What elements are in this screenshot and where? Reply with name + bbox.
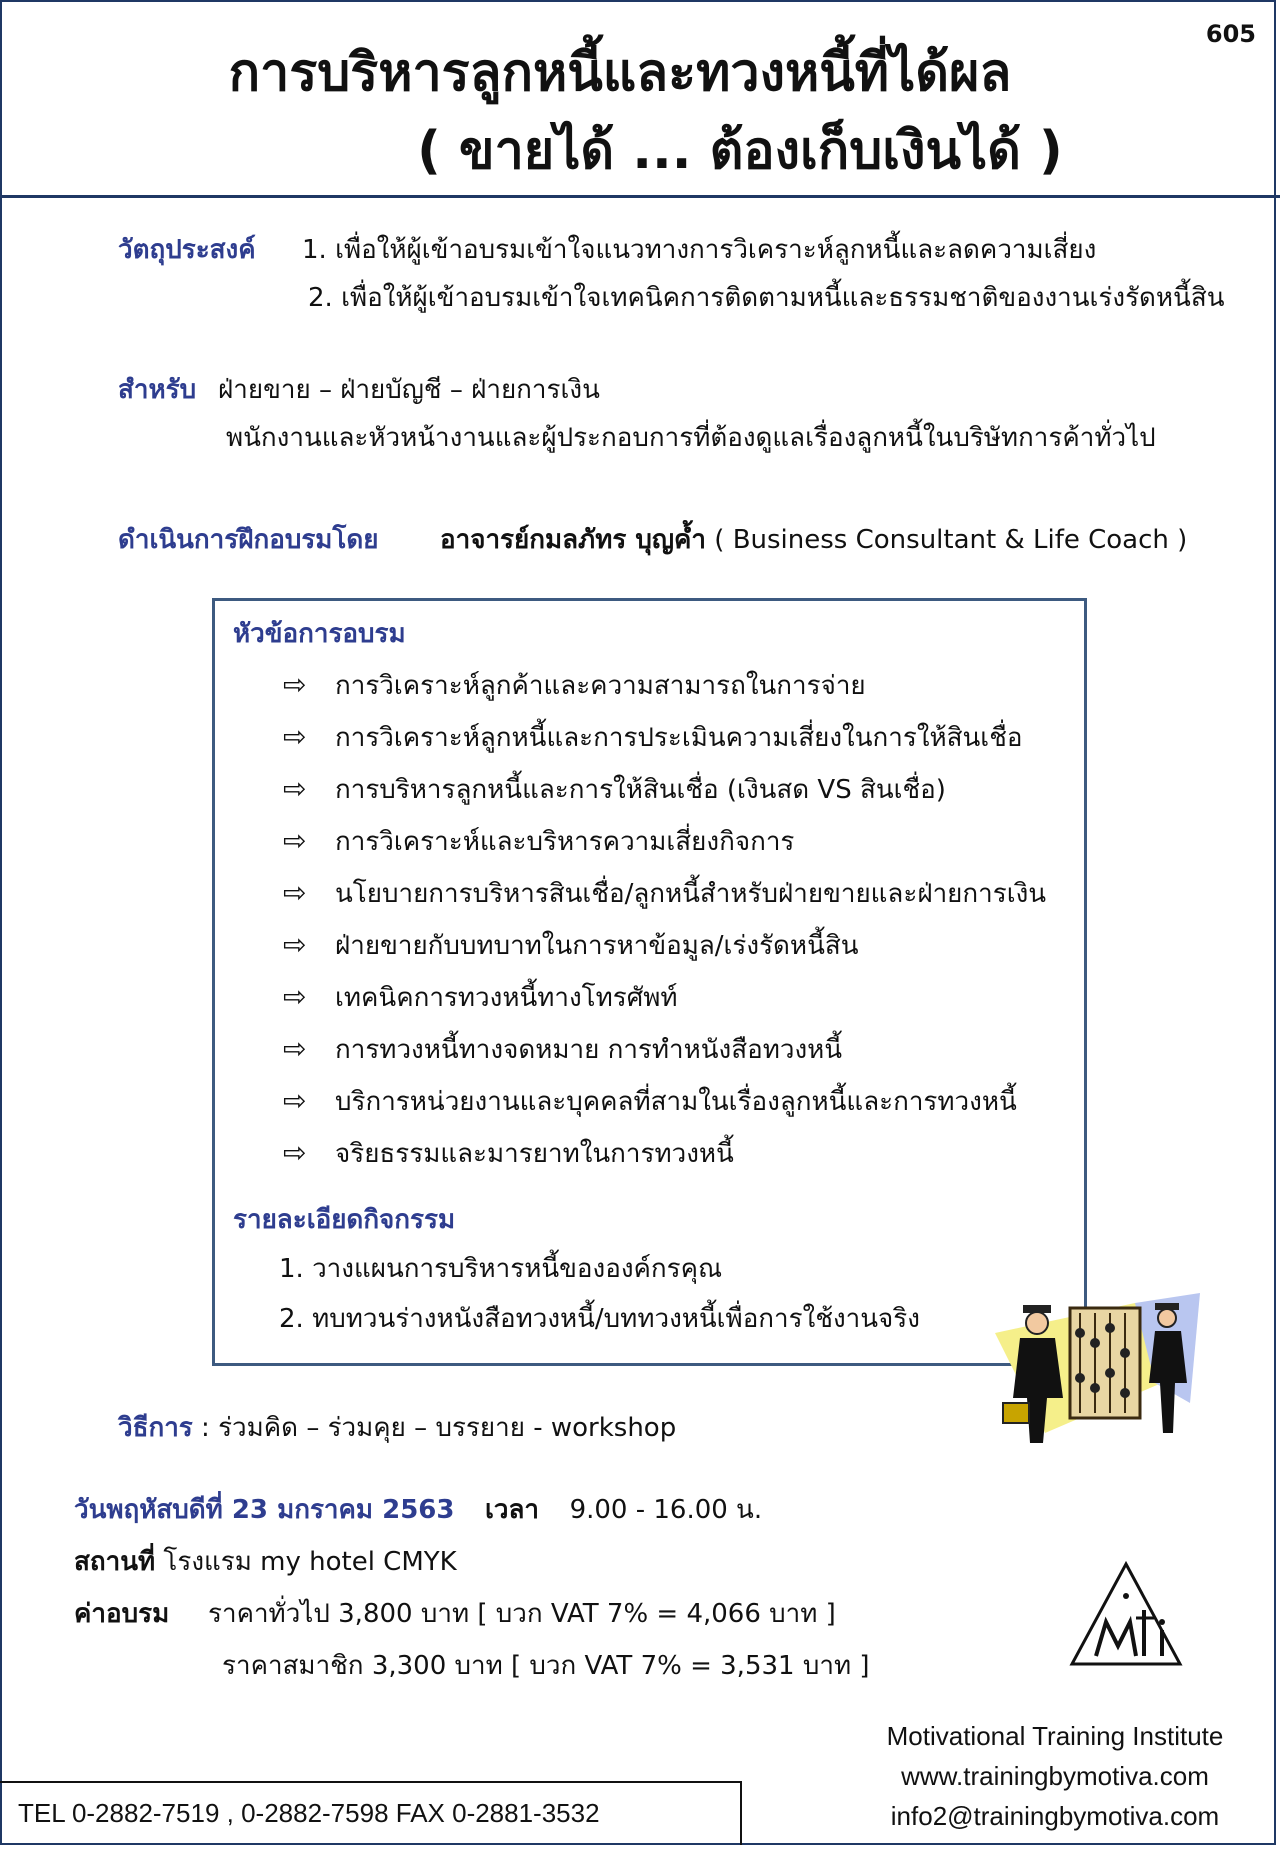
email-link[interactable]: info2@trainingbymotiva.com — [890, 1801, 1220, 1831]
website-link[interactable]: www.trainingbymotiva.com — [901, 1761, 1209, 1791]
phone-fax-box: TEL 0-2882-7519 , 0-2882-7598 FAX 0-2881-3532 — [0, 1781, 742, 1845]
venue-value: โรงแรม my hotel CMYK — [163, 1547, 457, 1577]
mti-logo — [1066, 1560, 1186, 1670]
arrow-right-icon: ⇨ — [283, 1032, 307, 1065]
topics-box — [212, 598, 1087, 1366]
arrow-right-icon: ⇨ — [283, 668, 307, 701]
trainer-name-row — [440, 522, 1187, 558]
activity-item: 1. วางแผนการบริหารหนี้ขององค์กรคุณ — [279, 1254, 723, 1284]
time-label: เวลา — [485, 1495, 540, 1525]
topic-item: ⇨ ฝ่ายขายกับบทบาทในการหาข้อมูล/เร่งรัดหนี้สิน — [283, 928, 859, 961]
audience-line-2: พนักงานและหัวหน้างานและผู้ประกอบการที่ต้องดูแลเรื่องลูกหนี้ในบริษัทการค้าทั่วไป — [226, 423, 1156, 453]
trainer-title: ( Business Consultant & Life Coach ) — [714, 525, 1188, 555]
fee-general: ราคาทั่วไป 3,800 บาท [ บวก VAT 7% = 4,066 บาท ] — [208, 1599, 836, 1629]
date-row — [74, 1492, 762, 1528]
arrow-right-icon: ⇨ — [283, 772, 307, 805]
page-subtitle: ( ขายได้ ... ต้องเก็บเงินได้ ) — [417, 121, 1063, 181]
arrow-right-icon: ⇨ — [283, 720, 307, 753]
audience-line-1: ฝ่ายขาย – ฝ่ายบัญชี – ฝ่ายการเงิน — [218, 375, 600, 405]
objective-item-1: 1. เพื่อให้ผู้เข้าอบรมเข้าใจแนวทางการวิเคราะห์ลูกหนี้และลดความเสี่ยง — [302, 235, 1097, 265]
venue-label: สถานที่ — [74, 1547, 156, 1577]
institute-name: Motivational Training Institute — [886, 1721, 1224, 1751]
header — [0, 0, 1280, 198]
page-title: การบริหารลูกหนี้และทวงหนี้ที่ได้ผล — [228, 43, 1012, 103]
objectives-section — [118, 232, 256, 268]
arrow-right-icon: ⇨ — [283, 980, 307, 1013]
footer-contact — [850, 1716, 1260, 1836]
topics-heading: หัวข้อการอบรม — [233, 619, 406, 649]
method-row — [118, 1410, 676, 1446]
topic-item: ⇨ การทวงหนี้ทางจดหมาย การทำหนังสือทวงหนี้ — [283, 1032, 843, 1065]
audience-label-row — [118, 372, 196, 408]
topic-item: ⇨ จริยธรรมและมารยาทในการทวงหนี้ — [283, 1136, 734, 1169]
trainer-label: ดำเนินการฝึกอบรมโดย — [118, 525, 379, 555]
arrow-right-icon: ⇨ — [283, 876, 307, 909]
time-value: 9.00 - 16.00 น. — [569, 1495, 763, 1525]
activities-heading: รายละเอียดกิจกรรม — [233, 1205, 456, 1235]
course-code: 605 — [1205, 20, 1256, 48]
trainer-name: อาจารย์กมลภัทร บุญค้ำ — [440, 525, 707, 555]
audience-label: สำหรับ — [118, 375, 197, 405]
arrow-right-icon: ⇨ — [283, 824, 307, 857]
objective-item-2: 2. เพื่อให้ผู้เข้าอบรมเข้าใจเทคนิคการติดตามหนี้และธรรมชาติของงานเร่งรัดหนี้สิน — [308, 283, 1225, 313]
objectives-label: วัตถุประสงค์ — [118, 235, 256, 265]
fee-member: ราคาสมาชิก 3,300 บาท [ บวก VAT 7% = 3,531 บาท ] — [222, 1651, 870, 1681]
arrow-right-icon: ⇨ — [283, 1136, 307, 1169]
date-label: วันพฤหัสบดีที่ 23 มกราคม 2563 — [74, 1495, 455, 1525]
businessmen-abacus-illustration — [985, 1283, 1205, 1453]
topic-item: ⇨ เทคนิคการทวงหนี้ทางโทรศัพท์ — [283, 980, 678, 1013]
venue-row — [74, 1544, 457, 1580]
topic-item: ⇨ นโยบายการบริหารสินเชื่อ/ลูกหนี้สำหรับฝ่ายขายและฝ่ายการเงิน — [283, 876, 1047, 909]
topic-item: ⇨ บริการหน่วยงานและบุคคลที่สามในเรื่องลูกหนี้และการทวงหนี้ — [283, 1084, 1017, 1117]
topic-item: ⇨ การวิเคราะห์และบริหารความเสี่ยงกิจการ — [283, 824, 795, 857]
topic-item: ⇨ การวิเคราะห์ลูกค้าและความสามารถในการจ่าย — [283, 668, 866, 701]
activity-item: 2. ทบทวนร่างหนังสือทวงหนี้/บททวงหนี้เพื่อการใช้งานจริง — [279, 1304, 920, 1334]
arrow-right-icon: ⇨ — [283, 928, 307, 961]
topic-item: ⇨ การบริหารลูกหนี้และการให้สินเชื่อ (เงินสด VS สินเชื่อ) — [283, 772, 946, 805]
fee-label: ค่าอบรม — [74, 1599, 170, 1629]
method-label: วิธีการ — [118, 1413, 193, 1443]
topic-item: ⇨ การวิเคราะห์ลูกหนี้และการประเมินความเสี่ยงในการให้สินเชื่อ — [283, 720, 1023, 753]
trainer-row — [118, 522, 379, 558]
fee-row — [74, 1596, 169, 1632]
method-text: : ร่วมคิด – ร่วมคุย – บรรยาย - workshop — [201, 1413, 677, 1443]
arrow-right-icon: ⇨ — [283, 1084, 307, 1117]
